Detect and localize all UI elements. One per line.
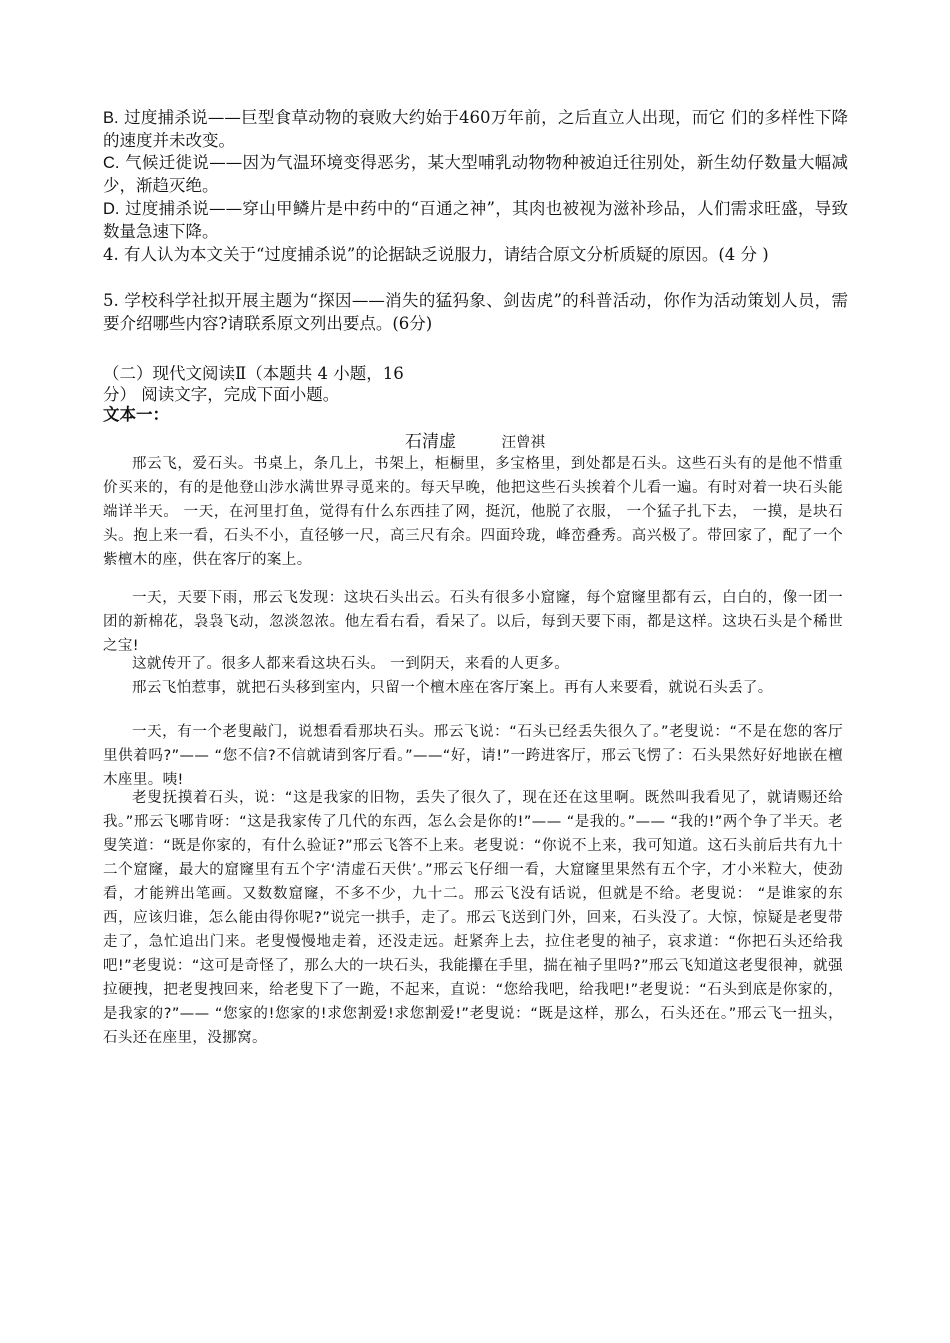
story-paragraph: 邢云飞怕惹事，就把石头移到室内，只留一个檀木座在客厅案上。再有人来要看，就说石头丢了。 xyxy=(132,680,773,696)
story-author: 汪曾祺 xyxy=(501,435,545,451)
option-b-letter: B. xyxy=(103,109,119,127)
section-heading-line1: （二）现代文阅读Ⅱ（本题共 4 小题，16 xyxy=(103,364,404,383)
story-paragraph: 这就传开了。很多人都来看这块石头。 一到阴天，来看的人更多。 xyxy=(132,656,570,672)
text-label: 文本一： xyxy=(103,405,169,424)
option-b xyxy=(103,107,848,152)
option-b-text: 过度捕杀说——巨型食草动物的衰败大约始于460万年前，之后直立人出现，而它 们的多样性下降的速度并未改变。 xyxy=(103,108,848,150)
option-d-letter: D. xyxy=(103,200,120,218)
story-paragraph: 一天，天要下雨，邢云飞发现：这块石头出云。石头有很多小窟窿，每个窟窿里都有云，白白的，像一团一团的新棉花，袅袅飞动，忽淡忽浓。他左看右看，看呆了。以后，每到天要下雨，都是这样。这块石头是个稀世之宝! xyxy=(103,590,843,654)
story-paragraph: 一天，有一个老叟敲门，说想看看那块石头。邢云飞说：“石头已经丢失很久了。”老叟说：“不是在您的客厅里供着吗?”—— “您不信?不信就请到客厅看。”——“好，请!”一跨进客厅，邢云飞愣了：石头果然好好地嵌在檀木座里。咦! xyxy=(103,724,843,788)
story-paragraph: 老叟抚摸着石头，说：“这是我家的旧物，丢失了很久了，现在还在这里啊。既然叫我看见了，就请赐还给我。”邢云飞哪肯呀：“这是我家传了几代的东西，怎么会是你的!”—— “是我的。”—— “我的!”两个争了半天。老叟笑道：“既是你家的，有什么验证?”邢云飞答不上来。老叟说：“你说不上来，我可知道。这石头前后共有九十二个窟窿，最大的窟窿里有五个字‘清虚石天供’。”邢云飞仔细一看，大窟窿里果然有五个字，才小米粒大，使劲看，才能辨出笔画。又数数窟窿，不多不少，九十二。邢云飞没有话说，但就是不给。老叟说： “是谁家的东西，应该归谁，怎么能由得你呢?”说完一拱手，走了。邢云飞送到门外，回来，石头没了。大惊，惊疑是老叟带走了，急忙追出门来。老叟慢慢地走着，还没走远。赶紧奔上去，拉住老叟的袖子，哀求道：“你把石头还给我吧!”老叟说：“这可是奇怪了，那么大的一块石头，我能攥在手里，揣在袖子里吗?”邢云飞知道这老叟很神，就强拉硬拽，把老叟拽回来，给老叟下了一跪，不起来，直说：“您给我吧，给我吧!”老叟说：“石头到底是你家的，是我家的?”—— “您家的!您家的!求您割爱!求您割爱!”老叟说：“既是这样，那么，石头还在。”邢云飞一扭头，石头还在座里，没挪窝。 xyxy=(103,790,843,1046)
story-title-text: 石清虚 xyxy=(405,432,457,452)
question-5: 5. 学校科学社拟开展主题为“探因——消失的猛犸象、剑齿虎”的科普活动，你作为活动策划人员，需要介绍哪些内容?请联系原文列出要点。(6分) xyxy=(103,291,848,333)
option-d xyxy=(103,198,848,243)
section-heading-line2: 分） 阅读文字，完成下面小题。 xyxy=(103,385,340,404)
story-paragraph: 邢云飞，爱石头。书桌上，条几上，书架上，柜橱里，多宝格里，到处都是石头。这些石头有的是他不惜重价买来的，有的是他登山涉水满世界寻觅来的。每天早晚，他把这些石头挨着个儿看一遍。有时对着一块石头能端详半天。 一天，在河里打鱼，觉得有什么东西挂了网，挺沉，他脱了衣服， 一个猛子扎下去， 一摸，是块石头。抱上来一看，石头不小，直径够一尺，高三尺有余。四面玲珑，峰峦叠秀。高兴极了。带回家了，配了一个紫檀木的座，供在客厅的案上。 xyxy=(103,456,843,568)
option-c xyxy=(103,152,848,197)
option-c-text: 气候迁徙说——因为气温环境变得恶劣，某大型哺乳动物物种被迫迁往别处，新生幼仔数量大幅减少，渐趋灭绝。 xyxy=(103,153,849,195)
question-4: 4. 有人认为本文关于“过度捕杀说”的论据缺乏说服力，请结合原文分析质疑的原因。(4 分 ) xyxy=(103,245,769,264)
story-title xyxy=(0,427,950,452)
option-c-letter: C. xyxy=(103,154,120,172)
option-d-text: 过度捕杀说——穿山甲鳞片是中药中的“百通之神”，其肉也被视为滋补珍品，人们需求旺盛，导致数量急速下降。 xyxy=(103,199,848,241)
